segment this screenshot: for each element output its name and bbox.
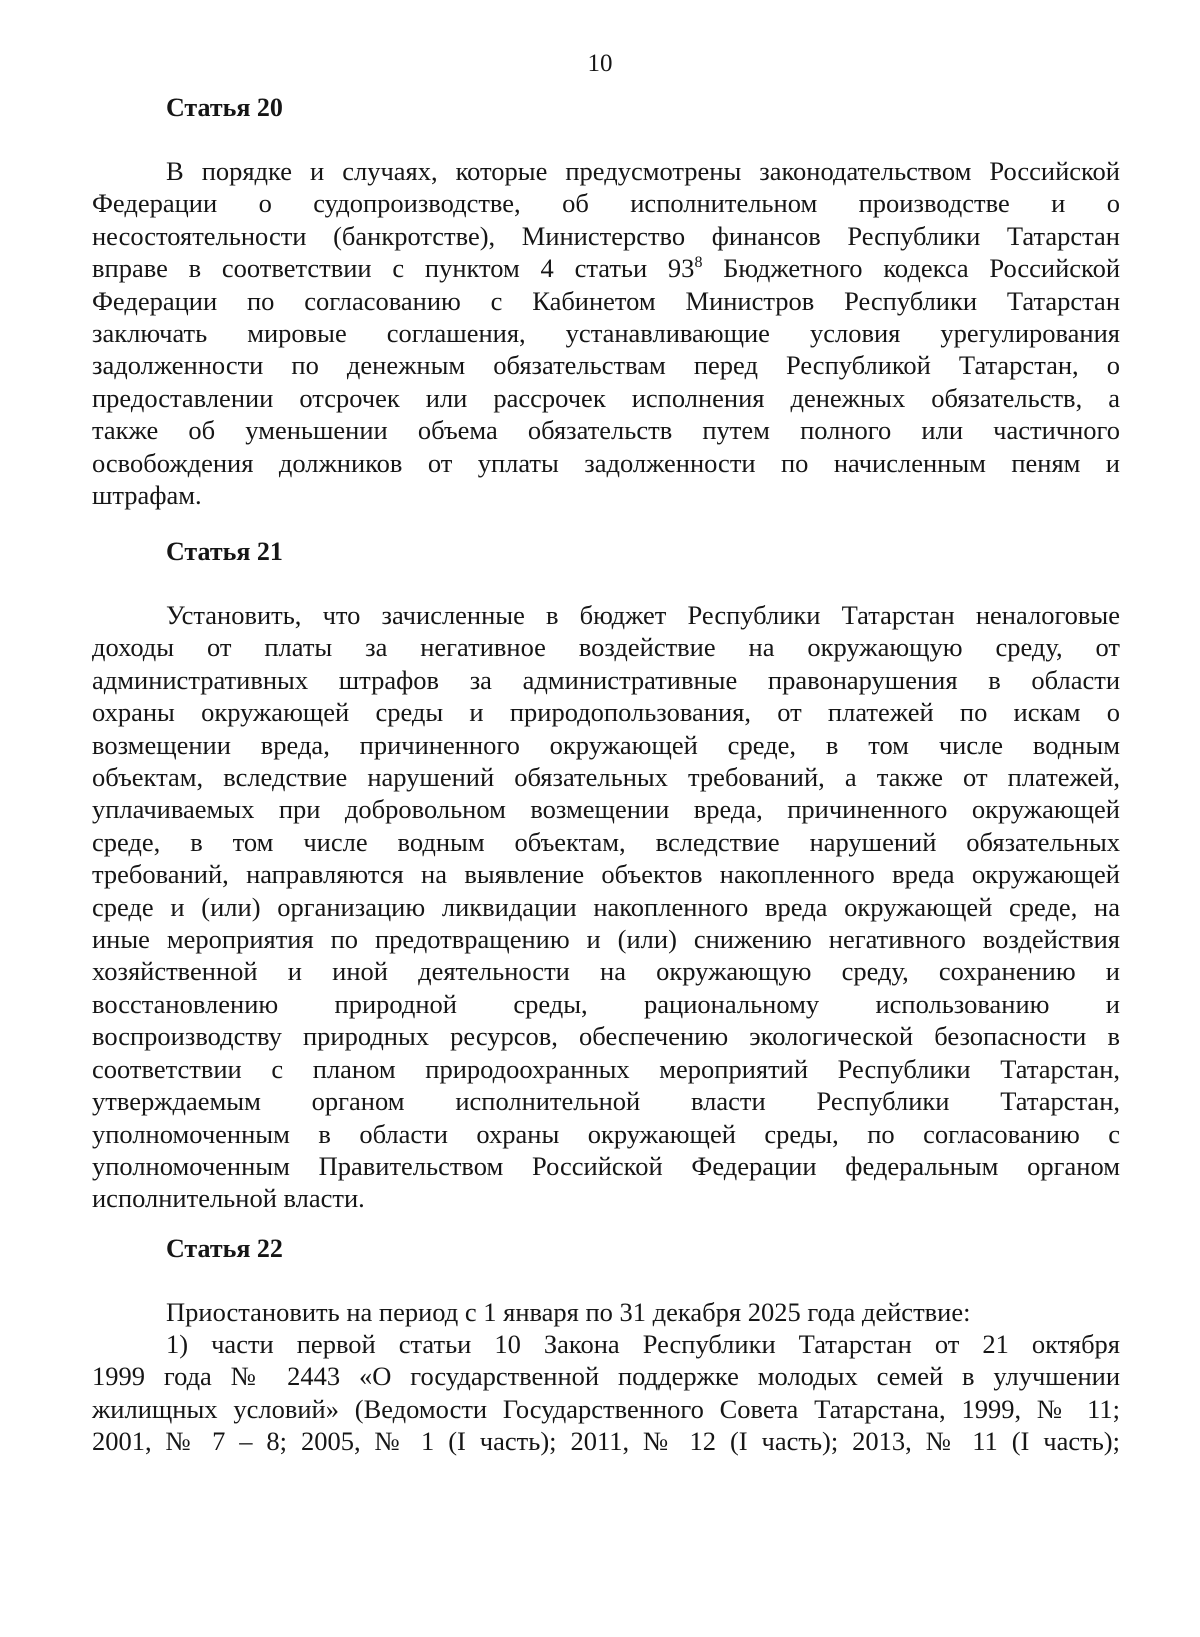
text-line: административных штрафов за административные правонарушения в области [92,664,1120,695]
text-line: Установить, что зачисленные в бюджет Республики Татарстан неналоговые [166,600,1120,630]
article-22-intro [92,1296,1120,1328]
text-line: среде и (или) организацию ликвидации накопленного вреда окружающей среде, на [92,891,1120,922]
article-21-paragraph [92,599,1120,1215]
article-22-heading: Статья 22 [166,1234,283,1263]
text-segment: Бюджетного кодекса Российской [702,253,1121,284]
text-segment: вправе в соответствии с пунктом 4 статьи 93 [92,253,695,284]
text-line: утверждаемым органом исполнительной власти Республики Татарстан, [92,1086,1120,1117]
text-line: объектам, вследствие нарушений обязательных требований, а также от платежей, [92,762,1120,793]
text-line: Федерации по согласованию с Кабинетом Министров Республики Татарстан [92,285,1120,316]
text-line: 1) части первой статьи 10 Закона Республики Татарстан от 21 октября [166,1329,1120,1359]
text-line-with-superscript [92,252,1120,284]
text-line: иные мероприятия по предотвращению и (или) снижению негативного воздействия [92,924,1120,955]
text-line: соответствии с планом природоохранных мероприятий Республики Татарстан, [92,1053,1120,1084]
text-line: освобождения должников от уплаты задолженности по начисленным пеням и [92,447,1120,478]
text-line: хозяйственной и иной деятельности на окружающую среду, сохранению и [92,956,1120,987]
text-line: возмещении вреда, причиненного окружающей среде, в том числе водным [92,729,1120,760]
text-line: также об уменьшении объема обязательств путем полного или частичного [92,415,1120,446]
text-line: восстановлению природной среды, рациональному использованию и [92,988,1120,1019]
text-line: Федерации о судопроизводстве, об исполнительном производстве и о [92,188,1120,219]
text-line: охраны окружающей среды и природопользования, от платежей по искам о [92,697,1120,728]
text-line: Приостановить на период с 1 января по 31 декабря 2025 года действие: [166,1297,971,1327]
article-21-heading: Статья 21 [166,537,283,566]
text-line: 2001, № 7 – 8; 2005, № 1 (I часть); 2011, № 12 (I часть); 2013, № 11 (I часть); [92,1426,1120,1457]
text-line: среде, в том числе водным объектам, вследствие нарушений обязательных [92,826,1120,857]
text-line: штрафам. [92,480,202,511]
article-20-heading: Статья 20 [166,93,283,122]
text-line: требований, направляются на выявление объектов накопленного вреда окружающей [92,859,1120,890]
text-line: несостоятельности (банкротстве), Министерство финансов Республики Татарстан [92,220,1120,251]
text-line: уполномоченным в области охраны окружающей среды, по согласованию с [92,1118,1120,1149]
text-line: предоставлении отсрочек или рассрочек исполнения денежных обязательств, а [92,382,1120,413]
text-line: заключать мировые соглашения, устанавливающие условия урегулирования [92,318,1120,349]
text-line: воспроизводству природных ресурсов, обеспечению экологической безопасности в [92,1021,1120,1052]
article-20-paragraph [92,155,1120,511]
text-line: задолженности по денежным обязательствам перед Республикой Татарстан, о [92,350,1120,381]
text-line: уплачиваемых при добровольном возмещении вреда, причиненного окружающей [92,794,1120,825]
text-line: 1999 года № 2443 «О государственной поддержке молодых семей в улучшении [92,1361,1120,1392]
text-line: доходы от платы за негативное воздействие на окружающую среду, от [92,632,1120,663]
superscript: 8 [694,254,703,272]
text-line: жилищных условий» (Ведомости Государственного Совета Татарстана, 1999, № 11; [92,1393,1120,1424]
page-number: 10 [587,50,613,77]
text-line: уполномоченным Правительством Российской Федерации федеральным органом [92,1150,1120,1181]
text-line: В порядке и случаях, которые предусмотрены законодательством Российской [166,156,1120,186]
article-22-item-1 [92,1328,1120,1458]
text-line: исполнительной власти. [92,1183,365,1214]
